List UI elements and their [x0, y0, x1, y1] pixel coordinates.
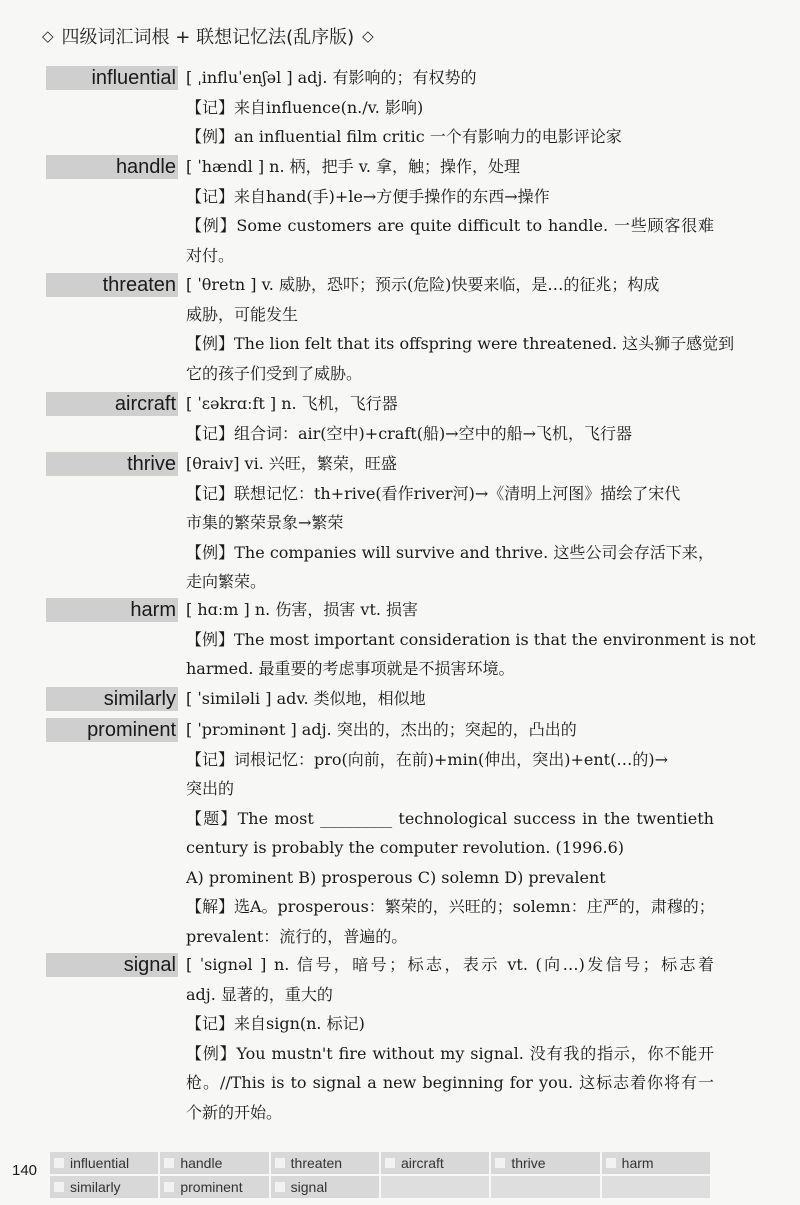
entry-line: 它的孩子们受到了威胁。 [186, 363, 363, 383]
checklist-item-aircraft[interactable] [381, 1152, 489, 1174]
entry-line: [ ˈprɔminənt ] adj. 突出的，杰出的；突起的，凸出的 [186, 720, 577, 739]
book-title: 四级词汇词根 + 联想记忆法(乱序版) [61, 27, 355, 48]
checklist-empty-cell [491, 1176, 599, 1198]
entry-line: 个新的开始。 [186, 1102, 283, 1122]
diamond-icon: ◇ [362, 27, 374, 45]
checkbox-icon[interactable] [385, 1158, 395, 1168]
entry-line: 对付。 [186, 245, 235, 265]
checklist-label: similarly [70, 1179, 121, 1195]
headword: threaten [46, 273, 178, 297]
entry-line: [ ˈsignəl ] n. 信号，暗号；标志，表示 vt. (向…)发信号；标志着 [186, 955, 714, 974]
entry-line: [θraiv] vi. 兴旺，繁荣，旺盛 [186, 454, 397, 473]
checklist-label: handle [180, 1155, 223, 1171]
checklist-empty-cell [602, 1176, 710, 1198]
checklist-item-thrive[interactable] [491, 1152, 599, 1174]
checklist-label: aircraft [401, 1155, 444, 1171]
checklist-item-prominent[interactable] [160, 1176, 268, 1198]
checklist-item-influential[interactable] [50, 1152, 158, 1174]
headword: harm [46, 598, 178, 622]
checklist-label: thrive [511, 1155, 546, 1171]
entry-line: 【记】组合词：air(空中)+craft(船)→空中的船→飞机，飞行器 [186, 423, 632, 443]
checklist-label: threaten [290, 1155, 343, 1171]
checklist-item-harm[interactable] [602, 1152, 710, 1174]
page-number: 140 [12, 1162, 38, 1179]
entry-line: 【记】词根记忆：pro(向前，在前)+min(伸出，突出)+ent(…的)→ [186, 749, 668, 769]
checkbox-icon[interactable] [164, 1158, 174, 1168]
entry-line: century is probably the computer revolution. (1996.6) [186, 838, 625, 857]
entry-line: 突出的 [186, 779, 235, 798]
entry-line: [ ˈɛəkrɑːft ] n. 飞机，飞行器 [186, 394, 398, 413]
entry-line: 【解】选A。prosperous：繁荣的，兴旺的；solemn：庄严的，肃穆的； [186, 897, 715, 916]
entry-line: 走向繁荣。 [186, 572, 267, 591]
checklist-item-handle[interactable] [160, 1152, 268, 1174]
checklist-label: prominent [180, 1179, 243, 1195]
entry-line: [ ˌinfluˈenʃəl ] adj. 有影响的；有权势的 [186, 68, 477, 87]
checkbox-icon[interactable] [495, 1158, 505, 1168]
entry-line: [ ˈθretn ] v. 威胁，恐吓；预示(危险)快要来临，是…的征兆；构成 [186, 275, 660, 294]
entry-line: 【记】来自sign(n. 标记) [186, 1014, 365, 1033]
entry-line: 【题】The most _________ technological success in the twentieth [186, 808, 714, 828]
entry-line: 【记】联想记忆：th+rive(看作river河)→《清明上河图》描绘了宋代 [186, 483, 681, 503]
entry-line: 【例】an influential film critic 一个有影响力的电影评论家 [186, 127, 622, 146]
checkbox-icon[interactable] [275, 1182, 285, 1192]
headword: similarly [46, 687, 178, 711]
entry-line: 【例】The lion felt that its offspring were threatened. 这头狮子感觉到 [186, 334, 735, 353]
checkbox-icon[interactable] [275, 1158, 285, 1168]
checklist-item-threaten[interactable] [271, 1152, 379, 1174]
headword: influential [46, 66, 178, 90]
entry-line: 威胁，可能发生 [186, 304, 299, 324]
checklist-label: signal [290, 1179, 328, 1195]
entry-line: harmed. 最重要的考虑事项就是不损害环境。 [186, 659, 515, 678]
entry-line: [ ˈsimiləli ] adv. 类似地，相似地 [186, 689, 426, 708]
entry-line: [ ˈhændl ] n. 柄，把手 v. 拿，触；操作，处理 [186, 157, 521, 176]
entry-line: 【例】The most important consideration is that the environment is not [186, 629, 756, 649]
checkbox-icon[interactable] [606, 1158, 616, 1168]
headword: prominent [46, 718, 178, 742]
checkbox-icon[interactable] [54, 1182, 64, 1192]
entry-line: A) prominent B) prosperous C) solemn D) prevalent [186, 867, 606, 887]
headword: handle [46, 155, 178, 179]
word-checklist [50, 1152, 710, 1198]
entry-line: 【例】The companies will survive and thrive. 这些公司会存活下来， [186, 542, 714, 562]
headword: aircraft [46, 392, 178, 416]
entry-line: 市集的繁荣景象→繁荣 [186, 513, 344, 532]
entry-line: 【记】来自influence(n./v. 影响) [186, 97, 424, 117]
entry-line: 【例】You mustn't fire without my signal. 没有我的指示，你不能开 [186, 1043, 714, 1063]
entry-line: 【例】Some customers are quite difficult to handle. 一些顾客很难 [186, 216, 714, 235]
entry-line: [ hɑːm ] n. 伤害，损害 vt. 损害 [186, 600, 419, 619]
checklist-item-similarly[interactable] [50, 1176, 158, 1198]
checklist-label: influential [70, 1155, 130, 1171]
entry-line: adj. 显著的，重大的 [186, 984, 333, 1004]
checklist-label: harm [621, 1155, 654, 1171]
headword: thrive [46, 452, 178, 476]
checklist-empty-cell [381, 1176, 489, 1198]
headword: signal [46, 953, 178, 977]
checkbox-icon[interactable] [54, 1158, 64, 1168]
entry-line: prevalent：流行的，普遍的。 [186, 926, 408, 946]
checklist-item-signal[interactable] [271, 1176, 379, 1198]
entry-line: 枪。//This is to signal a new beginning for you. 这标志着你将有一 [186, 1073, 714, 1092]
entry-line: 【记】来自hand(手)+le→方便手操作的东西→操作 [186, 186, 550, 206]
checkbox-icon[interactable] [164, 1182, 174, 1192]
diamond-icon: ◇ [42, 27, 54, 45]
running-header [42, 22, 374, 50]
